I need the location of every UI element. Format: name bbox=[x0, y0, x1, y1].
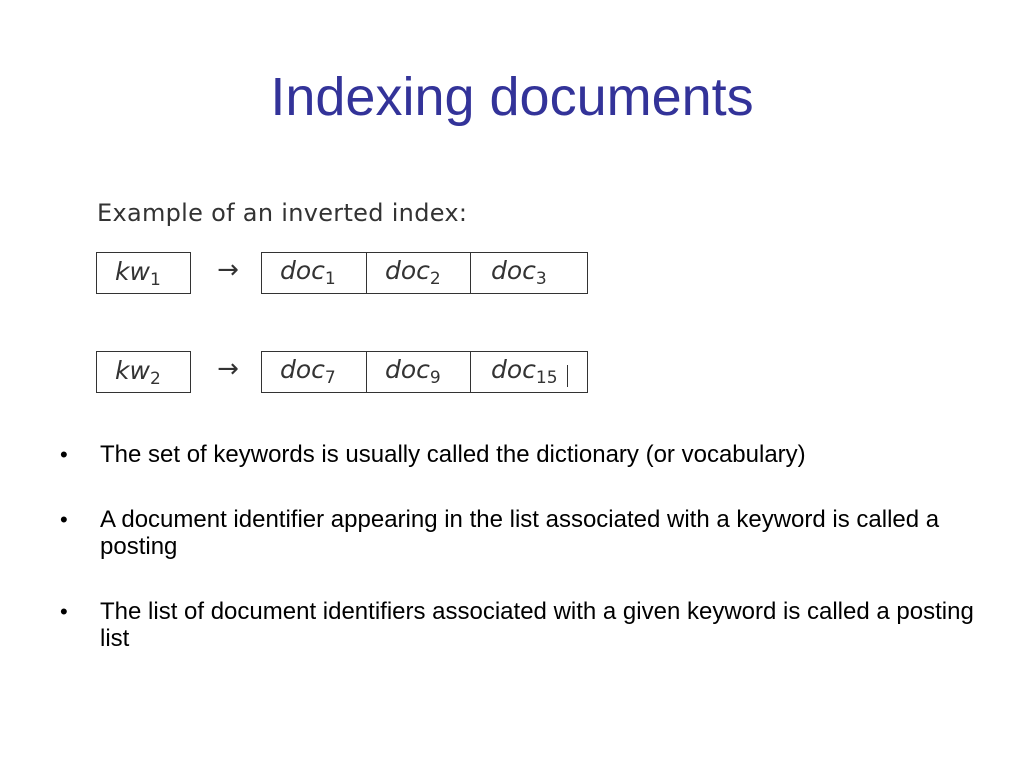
figure-caption: Example of an inverted index: bbox=[97, 199, 468, 227]
posting-subscript: 15 bbox=[535, 368, 558, 388]
posting-subscript: 2 bbox=[429, 269, 441, 289]
posting-base: doc bbox=[280, 256, 325, 285]
bullet-item bbox=[56, 598, 976, 652]
bullet-text: A document identifier appearing in the list associated with a keyword is called a posting bbox=[100, 506, 940, 560]
bullet-text: The set of keywords is usually called the dictionary (or vocabulary) bbox=[100, 441, 806, 468]
posting-base: doc bbox=[280, 355, 325, 384]
posting-cell bbox=[471, 252, 587, 294]
text-cursor-mark bbox=[567, 365, 568, 387]
keyword-subscript: 2 bbox=[149, 369, 161, 389]
bullet-item bbox=[56, 506, 976, 560]
posting-base: doc bbox=[385, 256, 430, 285]
keyword-base: kw bbox=[115, 257, 150, 286]
posting-subscript: 1 bbox=[324, 269, 336, 289]
right-arrow-icon: → bbox=[217, 354, 239, 384]
posting-base: doc bbox=[491, 256, 536, 285]
keyword-cell bbox=[96, 252, 191, 294]
posting-cell bbox=[471, 351, 587, 393]
keyword-cell bbox=[96, 351, 191, 393]
posting-base: doc bbox=[491, 355, 536, 384]
posting-subscript: 9 bbox=[429, 368, 441, 388]
keyword-base: kw bbox=[115, 356, 150, 385]
posting-subscript: 7 bbox=[324, 368, 336, 388]
posting-subscript: 3 bbox=[535, 269, 547, 289]
posting-cell bbox=[262, 351, 367, 393]
posting-cell bbox=[262, 252, 367, 294]
bullet-list bbox=[56, 441, 976, 690]
bullet-icon: • bbox=[60, 599, 68, 624]
bullet-item bbox=[56, 441, 976, 468]
right-arrow-icon: → bbox=[217, 255, 239, 285]
posting-cell bbox=[367, 351, 471, 393]
posting-list bbox=[261, 252, 588, 294]
bullet-text: The list of document identifiers associated with a given keyword is called a posting list bbox=[100, 598, 974, 652]
posting-list bbox=[261, 351, 588, 393]
keyword-subscript: 1 bbox=[149, 270, 161, 290]
bullet-icon: • bbox=[60, 442, 68, 467]
posting-base: doc bbox=[385, 355, 430, 384]
slide-title: Indexing documents bbox=[270, 67, 754, 127]
posting-cell bbox=[367, 252, 471, 294]
bullet-icon: • bbox=[60, 507, 68, 532]
